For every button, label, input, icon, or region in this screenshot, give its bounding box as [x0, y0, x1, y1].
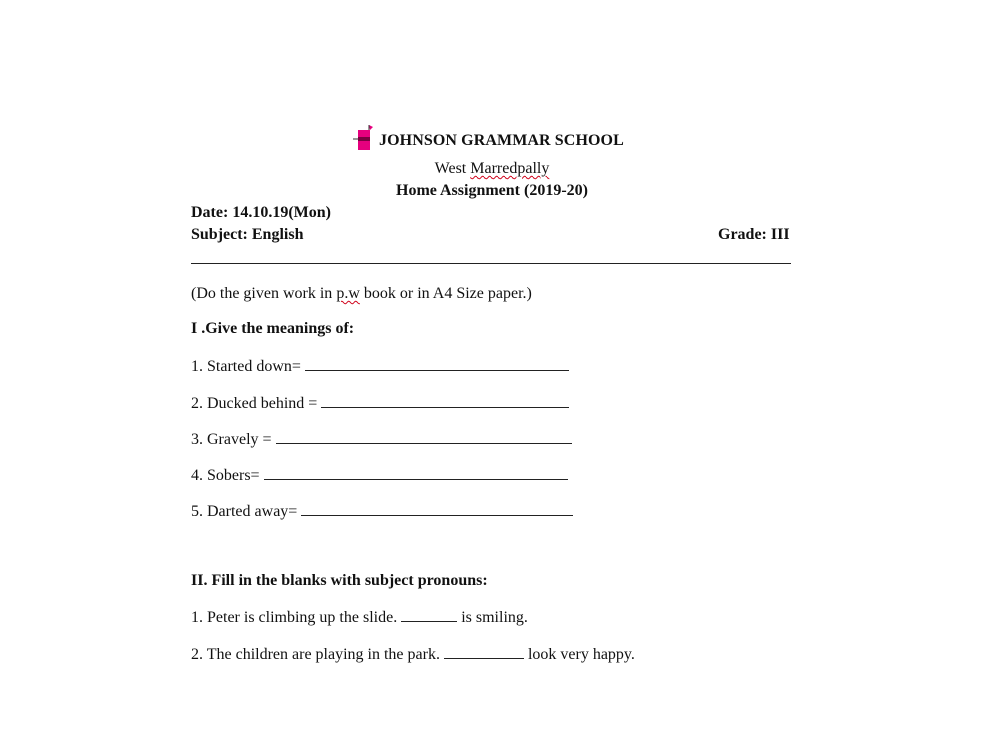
- fill-blank-after: look very happy.: [523, 646, 635, 663]
- assignment-date: Date: 14.10.19(Mon): [191, 204, 331, 221]
- answer-blank[interactable]: [264, 465, 568, 480]
- meaning-item-label: 5. Darted away=: [191, 503, 298, 520]
- answer-blank[interactable]: [401, 609, 457, 622]
- meaning-item-label: 4. Sobers=: [191, 467, 260, 484]
- meaning-item: [191, 356, 569, 376]
- meaning-item: [191, 429, 572, 449]
- location-prefix: West: [434, 160, 471, 177]
- answer-blank[interactable]: [321, 393, 569, 408]
- instruction-suffix: book or in A4 Size paper.): [359, 285, 532, 302]
- answer-blank[interactable]: [305, 356, 569, 371]
- header-divider: [191, 263, 791, 264]
- meaning-item: [191, 393, 569, 413]
- grade-label: Grade: III: [718, 226, 790, 243]
- fill-blank-before: 2. The children are playing in the park.: [191, 646, 444, 663]
- fill-blank-item: [191, 609, 528, 627]
- meaning-item-label: 3. Gravely =: [191, 431, 272, 448]
- answer-blank[interactable]: [444, 646, 524, 659]
- meaning-item-label: 1. Started down=: [191, 358, 301, 375]
- subject-label: Subject: English: [191, 226, 304, 243]
- fill-blank-item: [191, 646, 635, 664]
- answer-blank[interactable]: [276, 429, 572, 444]
- section-1-heading: I .Give the meanings of:: [191, 320, 355, 337]
- fill-blank-after: is smiling.: [457, 609, 528, 626]
- answer-blank[interactable]: [301, 501, 573, 516]
- school-name: JOHNSON GRAMMAR SCHOOL: [379, 132, 624, 149]
- school-header: [352, 124, 624, 152]
- meaning-item-label: 2. Ducked behind =: [191, 395, 318, 412]
- fill-blank-before: 1. Peter is climbing up the slide.: [191, 609, 402, 626]
- school-location: [0, 160, 984, 178]
- location-name: Marredpally: [470, 160, 550, 177]
- school-logo-icon: [352, 124, 374, 152]
- instruction-marked-word: p.w: [336, 285, 360, 302]
- section-2-heading: II. Fill in the blanks with subject pronouns:: [191, 572, 488, 589]
- meaning-item: [191, 501, 573, 521]
- instruction-text: [191, 285, 532, 303]
- instruction-prefix: (Do the given work in: [191, 285, 337, 302]
- meaning-item: [191, 465, 568, 485]
- assignment-title: Home Assignment (2019-20): [396, 182, 588, 199]
